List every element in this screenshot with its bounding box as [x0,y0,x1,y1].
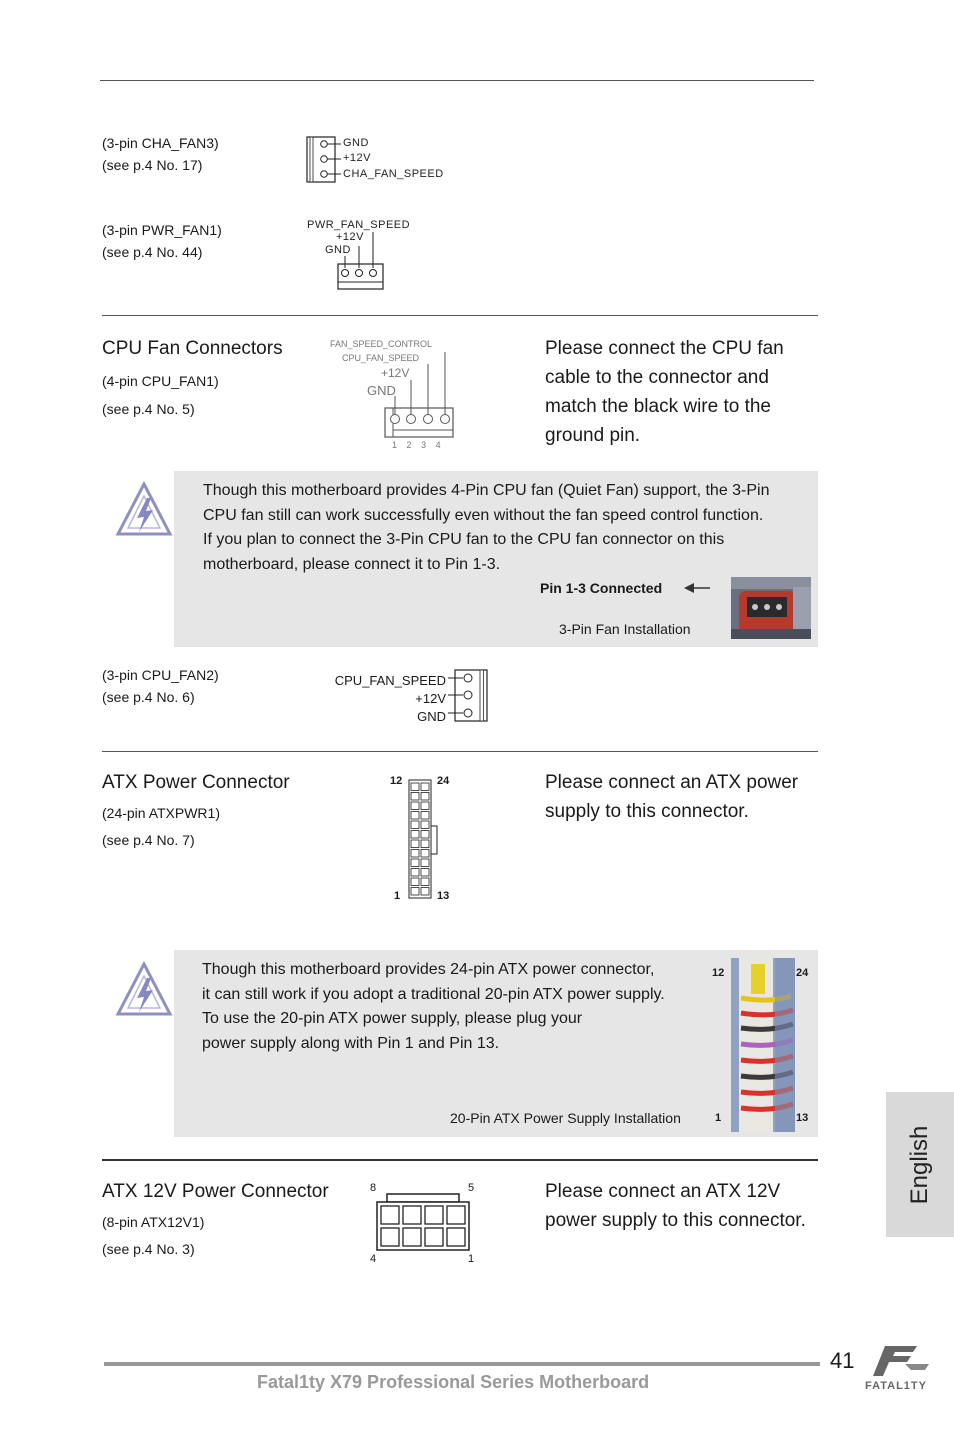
atx12v-connector-diagram [375,1192,471,1254]
note-line: Though this motherboard provides 24-pin ATX power connector, [202,961,655,978]
pwr-fan1-pin-gnd: GND [325,244,351,256]
cpu-fan-desc-line: ground pin. [545,425,641,446]
pwr-fan1-pin-12v: +12V [336,231,364,243]
atx-desc-line: supply to this connector. [545,801,749,822]
atx24-pin-cell [421,831,429,839]
atx24-pin-cell [421,869,429,877]
atx12v-pin-4-label: 4 [370,1253,377,1265]
atx24-pin-cell [411,793,419,801]
atx24-pin-cell [411,783,419,791]
atx12v-info [102,1209,204,1263]
atx12v-pin-5-label: 5 [468,1182,475,1194]
cpu-fan2-pin-speed: CPU_FAN_SPEED [334,673,446,688]
cpu-fan-desc-line: Please connect the CPU fan [545,338,784,359]
cpu-fan2-info [102,664,219,708]
cpu-fan-pin-control: FAN_SPEED_CONTROL [330,339,433,349]
atx-install-caption: 20-Pin ATX Power Supply Installation [450,1110,681,1126]
note-line: If you plan to connect the 3-Pin CPU fan to the CPU fan connector on this [203,531,725,548]
fan-install-caption: 3-Pin Fan Installation [559,621,691,637]
arrow-left-icon [682,582,712,594]
atx-power-description [545,768,798,826]
pin-number-3: 3 [421,440,427,450]
atx24-pin-cell [421,793,429,801]
footer-title: Fatal1ty X79 Professional Series Motherboard [257,1372,650,1392]
atx-power-title: ATX Power Connector [102,772,290,793]
fatal1ty-logo-text: FATAL1TY [865,1380,927,1392]
cpu-fan-title: CPU Fan Connectors [102,338,283,359]
atx12v-title: ATX 12V Power Connector [102,1181,329,1202]
cpu-fan2-diagram [446,668,492,724]
atx24-pin-cell [411,812,419,820]
cpu-fan-desc-line: cable to the connector and [545,367,769,388]
note-line: CPU fan still can work successfully even without the fan speed control function. [203,506,764,524]
warning-icon [114,480,174,538]
footer-rule [104,1362,820,1366]
fan-install-photo [731,577,811,639]
cpu-fan2-pin-count: (3-pin CPU_FAN2) [102,667,219,683]
cpu-fan1-pin-count: (4-pin CPU_FAN1) [102,373,219,389]
photo-pin-24-label: 24 [796,967,809,979]
cpu-fan1-diagram [383,350,458,442]
pwr-fan1-pin-speed: PWR_FAN_SPEED [307,219,411,231]
pin-number-1: 1 [392,440,398,450]
atx24-pin-cell [411,878,419,886]
page-number: 41 [830,1348,855,1373]
cpu-fan1-page-ref: (see p.4 No. 5) [102,401,195,417]
atx12v-desc-line: power supply to this connector. [545,1210,806,1231]
note-line: power supply along with Pin 1 and Pin 13. [202,1034,500,1052]
atx-pin-13-label: 13 [437,890,450,902]
top-rule [100,80,814,81]
section-divider-2 [102,751,818,752]
section-divider-1 [102,315,818,316]
language-label: English [906,1125,933,1204]
atx24-pin-cell [421,812,429,820]
atx24-pin-cell [411,831,419,839]
atx12v-pin-8-label: 8 [370,1182,377,1194]
cha-fan3-pin-count: (3-pin CHA_FAN3) [102,135,219,151]
atx24-pin-cell [411,869,419,877]
atx24-pin-cell [411,840,419,848]
cha-fan3-pin-gnd: GND [343,137,369,149]
atx24-pin-cell [411,802,419,810]
atx-power-info [102,800,220,854]
atx-install-photo [731,958,795,1132]
cha-fan3-pin-speed: CHA_FAN_SPEED [343,168,444,180]
cpu-fan-desc-line: match the black wire to the [545,396,771,417]
cha-fan3-pin-12v: +12V [343,152,371,164]
cpu-fan-pin-speed: CPU_FAN_SPEED [342,353,420,363]
cpu-fan-pin-gnd: GND [367,383,396,398]
atx12v-desc-line: Please connect an ATX 12V [545,1181,781,1202]
note-atx-text [202,958,665,1056]
language-side-tab [886,1092,954,1237]
atx12v-page-ref: (see p.4 No. 3) [102,1241,195,1257]
atx12v-pin-count: (8-pin ATX12V1) [102,1214,205,1230]
atx-pin-12-label: 12 [390,775,403,787]
pwr-fan1-page-ref: (see p.4 No. 44) [102,244,203,260]
cha-fan3-info [102,132,219,176]
pwr-fan1-info [102,219,222,263]
atx24-pin-cell [411,850,419,858]
cpu-fan-pin-numbers [392,440,441,450]
atx24-pin-cell [411,859,419,867]
cpu-fan-pin-12v: +12V [381,366,410,380]
cha-fan3-page-ref: (see p.4 No. 17) [102,157,203,173]
atx24-connector-diagram [406,778,440,902]
note-line: Though this motherboard provides 4-Pin CPU fan (Quiet Fan) support, the 3-Pin [203,482,770,499]
photo-pin-12-label: 12 [712,967,725,979]
atx-page-ref: (see p.4 No. 7) [102,832,195,848]
pwr-fan1-diagram [336,230,386,292]
section-divider-3 [102,1159,818,1161]
atx-desc-line: Please connect an ATX power [545,772,799,793]
note-line: motherboard, please connect it to Pin 1-3. [203,555,501,573]
cpu-fan2-page-ref: (see p.4 No. 6) [102,689,195,705]
photo-pin-13-label: 13 [796,1112,809,1124]
atx12v-description [545,1177,806,1235]
cpu-fan2-pin-12v: +12V [415,691,446,706]
fatal1ty-logo [865,1342,945,1400]
note-line: To use the 20-pin ATX power supply, please plug your [202,1010,583,1027]
atx24-pin-cell [421,783,429,791]
pin-1-3-label: Pin 1-3 Connected [540,580,663,596]
photo-pin-1-label: 1 [715,1112,722,1124]
pin-number-2: 2 [406,440,412,450]
atx24-pin-cell [411,821,419,829]
atx24-pin-cell [421,859,429,867]
pwr-fan1-pin-count: (3-pin PWR_FAN1) [102,222,222,238]
note-line: it can still work if you adopt a traditional 20-pin ATX power supply. [202,985,665,1003]
atx24-pin-cell [421,840,429,848]
atx24-pin-cell [421,878,429,886]
atx12v-pin-1-label: 1 [468,1253,475,1265]
atx-pin-count: (24-pin ATXPWR1) [102,805,220,821]
note-cpu-fan-text [203,479,770,577]
atx24-pin-cell [421,888,429,896]
fatal1ty-logo-mark [865,1342,945,1382]
cpu-fan-info [102,367,219,423]
cpu-fan2-pin-gnd: GND [417,709,446,724]
cpu-fan2-pin-labels [326,672,446,726]
atx24-pin-cell [421,802,429,810]
atx24-pin-cell [421,850,429,858]
atx24-pin-cell [421,821,429,829]
cpu-fan-description [545,334,784,450]
warning-icon [114,960,174,1018]
atx-pin-24-label: 24 [437,775,450,787]
atx24-pin-cell [411,888,419,896]
atx-pin-1-label: 1 [394,890,401,902]
pin-number-4: 4 [435,440,441,450]
